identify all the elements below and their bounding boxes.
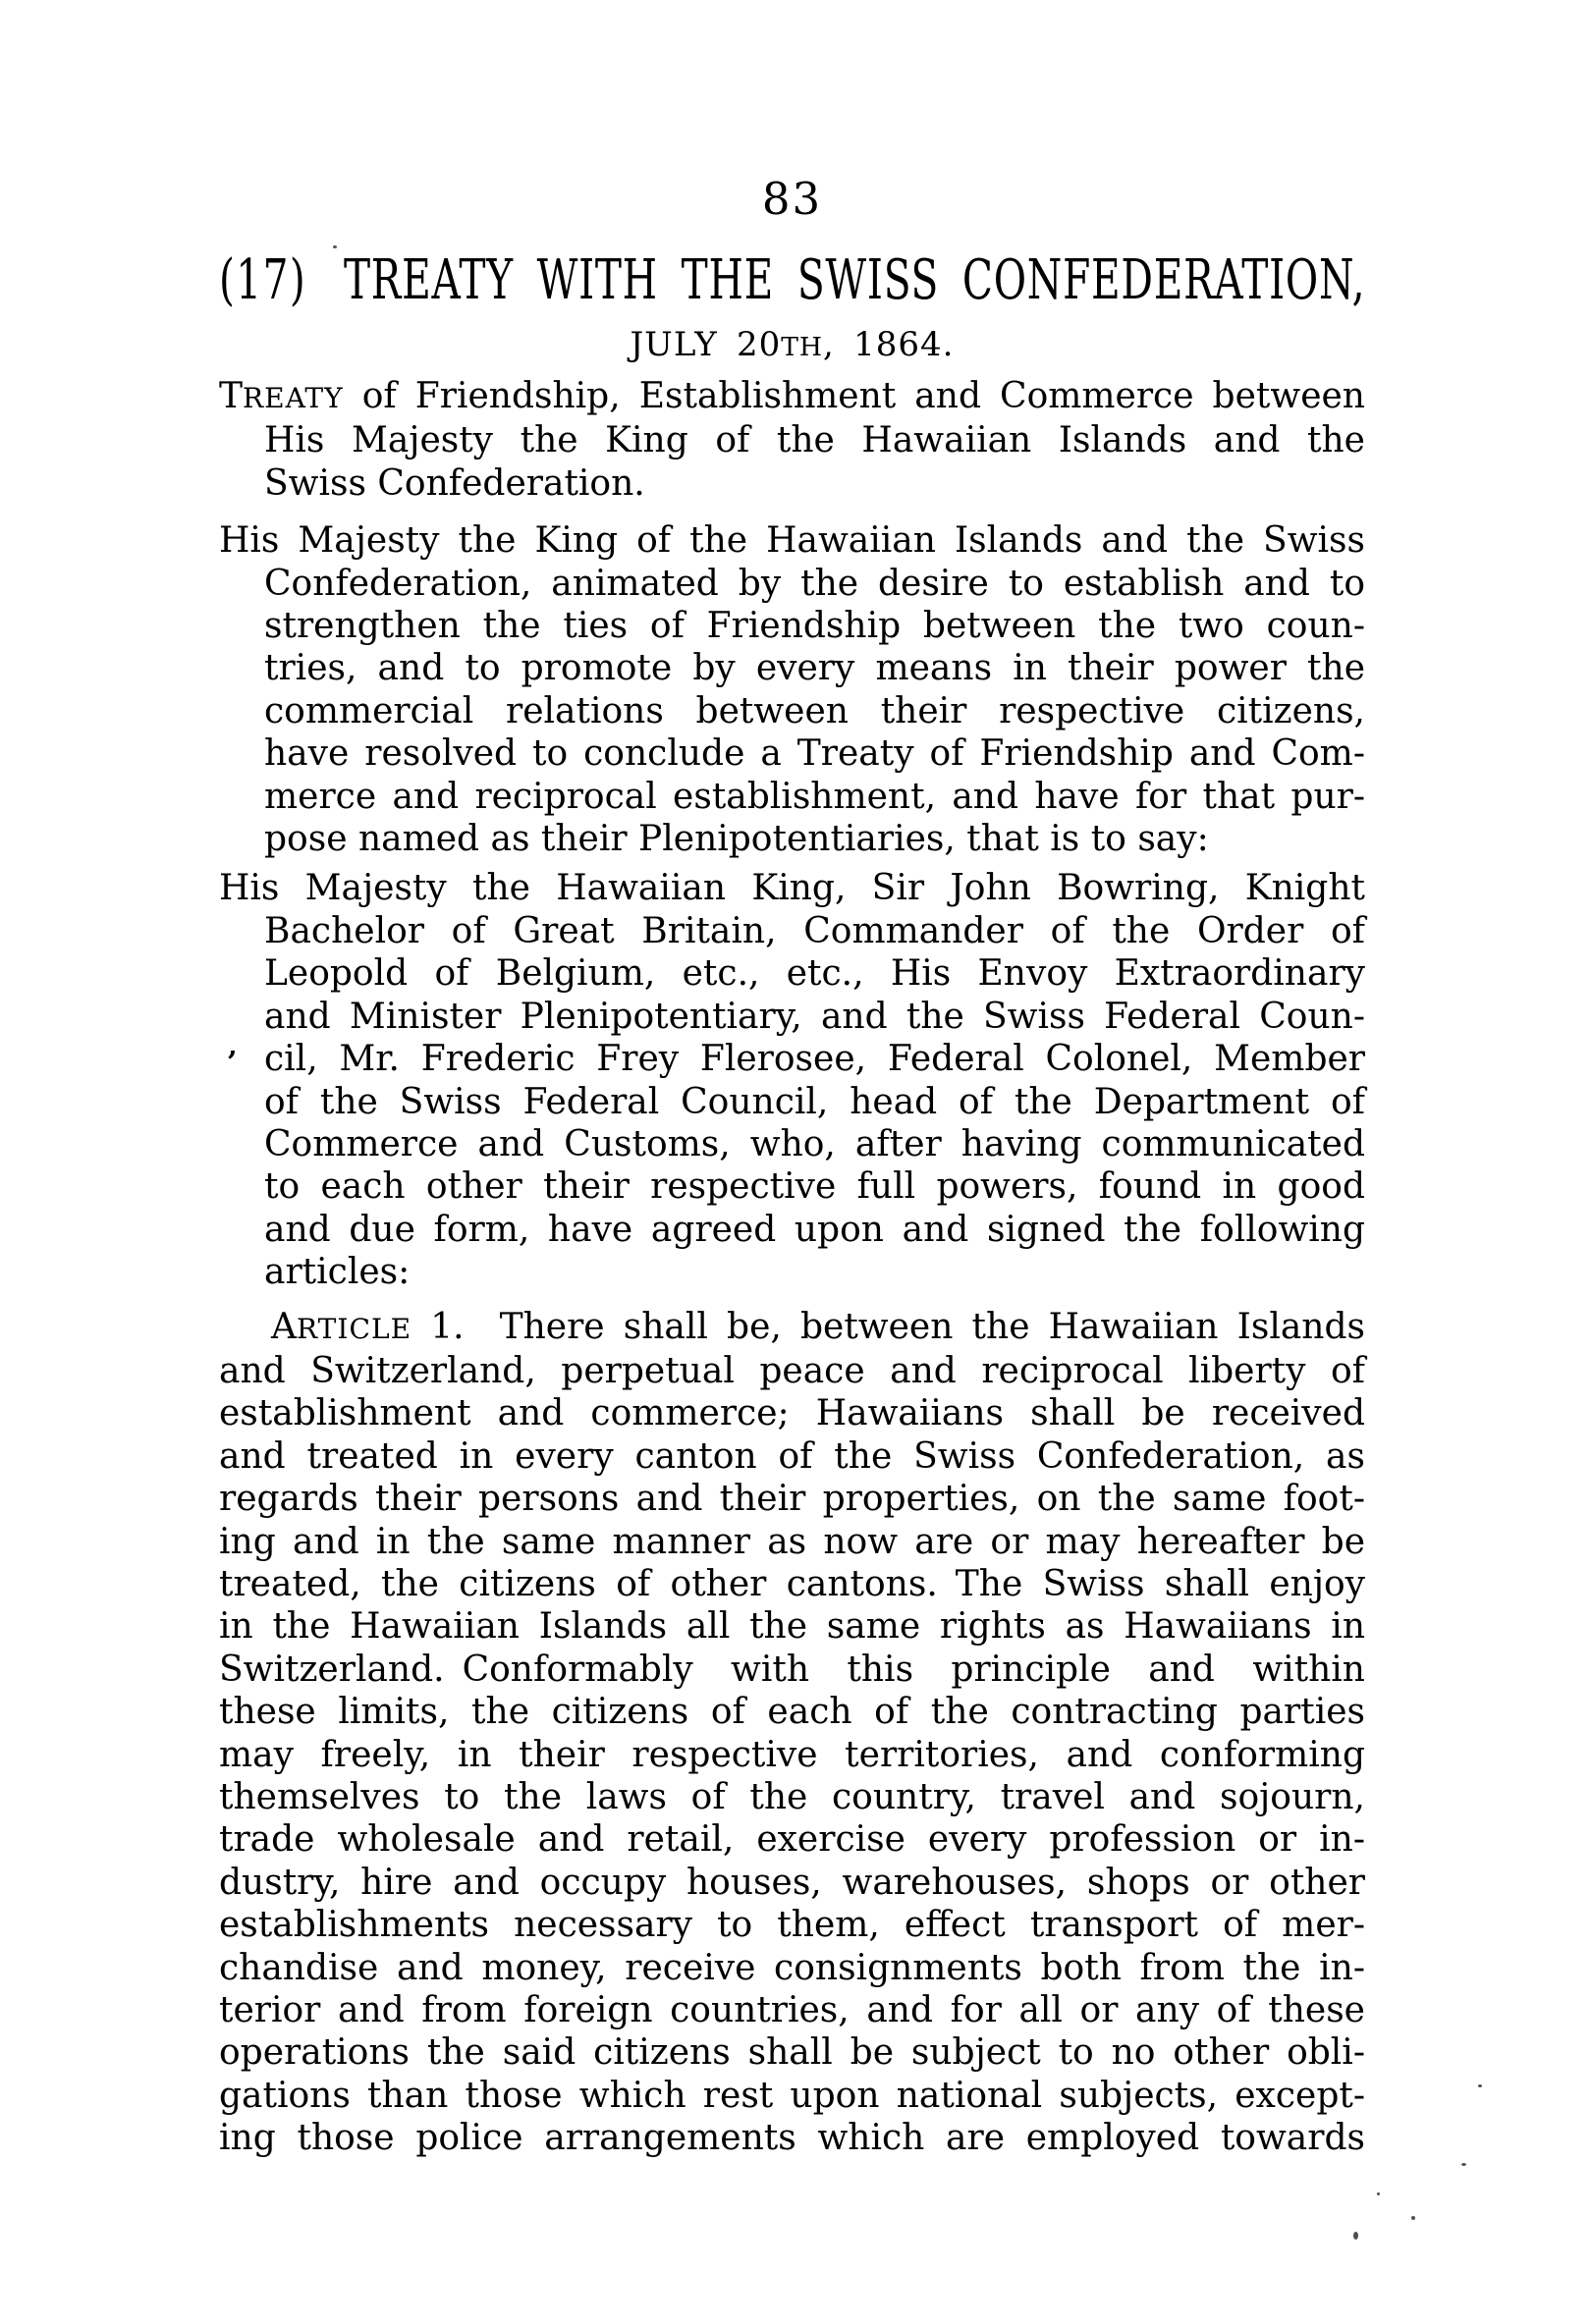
text-line: commercial relations between their respective citizens, bbox=[264, 690, 1365, 731]
text-line: and treated in every canton of the Swiss Confederation, as bbox=[219, 1435, 1365, 1477]
text-line: of the Swiss Federal Council, head of the Department of bbox=[264, 1081, 1365, 1122]
text-line: pose named as their Plenipotentiaries, that is to say: bbox=[264, 819, 1209, 860]
text-line: these limits, the citizens of each of the contracting parties bbox=[219, 1692, 1365, 1733]
treaty-title: TREATY WITH THE SWISS CONFEDERATION, bbox=[343, 248, 1366, 312]
document-body bbox=[219, 375, 1365, 2160]
text-line: Switzerland. Conformably with this principle and within bbox=[219, 1648, 1365, 1690]
text-line: terior and from foreign countries, and for all or any of these bbox=[219, 1990, 1365, 2031]
text-line: His Majesty the King of the Hawaiian Islands and the Swiss bbox=[219, 520, 1365, 562]
text-line: Confederation, animated by the desire to establish and to bbox=[264, 563, 1365, 604]
treaty-date: JULY 20TH, 1864. bbox=[630, 325, 955, 364]
text-line: His Majesty the King of the Hawaiian Islands and the bbox=[264, 420, 1365, 461]
scan-speck bbox=[1377, 2192, 1380, 2195]
treaty-heading bbox=[219, 249, 1365, 312]
text-line: articles: bbox=[264, 1252, 411, 1293]
text-line: operations the said citizens shall be subject to no other obli- bbox=[219, 2032, 1365, 2074]
paragraph-article-1 bbox=[219, 1306, 1365, 2160]
treaty-number: (17) bbox=[219, 248, 307, 312]
text-line: His Majesty the Hawaiian King, Sir John Bowring, Knight bbox=[219, 868, 1365, 909]
text-line: trade wholesale and retail, exercise every profession or in- bbox=[219, 1819, 1365, 1861]
paragraph-preamble bbox=[219, 519, 1365, 860]
text-line: and due form, have agreed upon and signed the following bbox=[264, 1209, 1365, 1250]
text-line: Bachelor of Great Britain, Commander of the Order of bbox=[264, 910, 1365, 951]
scan-speck bbox=[1461, 2163, 1466, 2166]
text-line: establishment and commerce; Hawaiians shall be received bbox=[219, 1393, 1365, 1434]
text-line: and Switzerland, perpetual peace and reciprocal liberty of bbox=[219, 1350, 1365, 1391]
stray-ink-mark: ’ bbox=[227, 1046, 238, 1081]
page-number: 83 bbox=[761, 173, 823, 225]
paragraph-plenipotentiaries bbox=[219, 867, 1365, 1293]
text-line: ing those police arrangements which are employed towards bbox=[219, 2118, 1365, 2159]
text-line: regards their persons and their properties, on the same foot- bbox=[219, 1479, 1365, 1520]
text-line: Leopold of Belgium, etc., etc., His Envoy Extraordinary bbox=[264, 953, 1365, 995]
text-line: in the Hawaiian Islands all the same rights as Hawaiians in bbox=[219, 1606, 1365, 1648]
text-line: have resolved to conclude a Treaty of Friendship and Com- bbox=[264, 733, 1365, 775]
text-line: ing and in the same manner as now are or may hereafter be bbox=[219, 1521, 1365, 1562]
treaty-heading-line bbox=[219, 249, 1365, 312]
text-line: to each other their respective full powers, found in good bbox=[264, 1166, 1365, 1208]
text-line: themselves to the laws of the country, travel and sojourn, bbox=[219, 1777, 1365, 1817]
paragraph-treaty-caption bbox=[219, 375, 1365, 505]
text-line: chandise and money, receive consignments both from the in- bbox=[219, 1947, 1365, 1988]
text-line: ARTICLE 1. There shall be, between the Hawaiian Islands bbox=[271, 1306, 1365, 1347]
text-line: treated, the citizens of other cantons. The Swiss shall enjoy bbox=[219, 1563, 1365, 1604]
scan-speck bbox=[1353, 2232, 1358, 2240]
text-line: gations than those which rest upon national subjects, except- bbox=[219, 2075, 1365, 2116]
text-line: cil, Mr. Frederic Frey Flerosee, Federal Colonel, Member ’ bbox=[219, 1038, 1365, 1080]
scan-speck bbox=[1411, 2216, 1415, 2220]
text-line: and Minister Plenipotentiary, and the Swiss Federal Coun- bbox=[264, 996, 1365, 1037]
text-line: tries, and to promote by every means in their power the bbox=[264, 648, 1365, 689]
text-line: establishments necessary to them, effect transport of mer- bbox=[219, 1905, 1365, 1946]
scan-speck bbox=[333, 245, 337, 248]
text-line: Swiss Confederation. bbox=[264, 462, 645, 504]
text-line: may freely, in their respective territories, and conforming bbox=[219, 1734, 1365, 1775]
text-line: Commerce and Customs, who, after having communicated bbox=[264, 1123, 1365, 1164]
text-line: TREATY of Friendship, Establishment and Commerce between bbox=[219, 376, 1365, 416]
text-line: merce and reciprocal establishment, and have for that pur- bbox=[264, 776, 1365, 817]
text-line: dustry, hire and occupy houses, warehouses, shops or other bbox=[219, 1862, 1365, 1903]
scan-speck bbox=[1478, 2084, 1482, 2087]
text-line: strengthen the ties of Friendship between the two coun- bbox=[264, 606, 1365, 647]
